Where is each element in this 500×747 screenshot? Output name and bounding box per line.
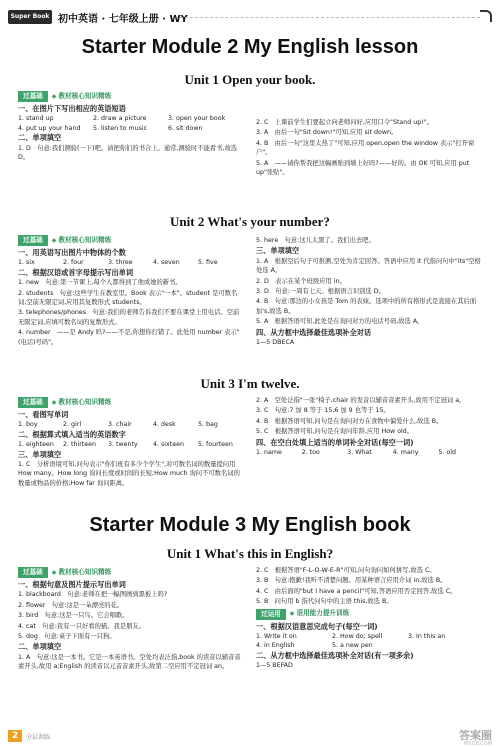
answer-item: 2. D 表示在某个班级应用 in。 <box>256 277 346 285</box>
m3-u1-right: 2. C 根据答语"F-L-O-W-E-R"可知,问句询问如何拼写,故选 C。 3. B 句意:抱歉!我听不清楚问题。用某种语言应用介词 in,故选 B。 4. C 由后面的"but I have a pencil"可知,答语应用否定回答,故选 C。 5. B 问句用 b 指代问句中的主语 this,故选 B。 过运用 ◆ 语用能力提升训练 一、根据汉语意思完成句子(每空一词) 1. Write it on 2. How do; spell 3. In this an 4. in English 5. a new pen 二、从方框中选择最佳选项补全对话(有一项多余) 1—5 BEFAD <box>256 566 484 672</box>
section-heading: 四、从方框中选择最佳选项补全对话 <box>256 327 372 337</box>
section-tag: 过基础 ◆ 教材核心知识精练 <box>18 235 111 246</box>
answer-item: 5. A ——请你帮我把这幅画贴到墙上好吗?——好的。由 OK 可知,应用 put up"张贴"。 <box>256 159 470 177</box>
section-heading: 一、看图写单词 <box>18 410 69 419</box>
answer-item: 4. B 由后一句"这里太热了"可知,应用 open,open the window 表示"打开窗户"。 <box>256 139 475 157</box>
section-tag: 过基础 ◆ 教材核心知识精练 <box>18 397 111 408</box>
section-tag: 过运用 ◆ 语用能力提升训练 <box>256 609 349 620</box>
section-heading: 一、根据句意及图片提示写出单词 <box>18 580 126 589</box>
section-heading: 一、用英语写出图片中物体的个数 <box>18 248 126 257</box>
answer-item: 1—5 DBECA <box>256 339 295 347</box>
answer-item: 5. C 根据答语可知,问句是在询问年龄,应用 How old。 <box>256 428 414 436</box>
watermark: 答案圈 <box>459 729 492 742</box>
section-heading: 三、单项填空 <box>256 246 300 256</box>
module-3-title: Starter Module 3 My English book <box>89 514 411 536</box>
m2-u1-right <box>256 118 484 178</box>
answer-item: 2. flower 句意:这是一朵漂亮的花。 <box>18 601 124 609</box>
m2-unit-2-title: Unit 2 What's your number? <box>170 214 330 229</box>
page-number: 2 <box>8 730 22 742</box>
section-heading: 二、根据汉语或首字母提示写出单词 <box>18 267 134 277</box>
corner-hook-icon <box>480 10 492 22</box>
answer-item: 1. A 句意:这是一本书。它是一本英语书。空处均表泛指,book 的读音以辅音音素开头,故用 a;English 的读音以元音音素开头,故第二空应用不定冠词 an。 <box>18 653 241 671</box>
answer-item: 1—5 BEFAD <box>256 662 293 670</box>
m2-u1-left: 过基础 ◆ 教材核心知识精练 一、在图片下写出相应的英语短语 1. stand up 2. draw a picture 3. open your book 4. put up your hand 5. listen to music 6. sit down 二、单项填空 1. D 句意:我们测验(一下)吧。请把你们的书合上。通常,测验时不能看书,故选 D。 <box>18 90 243 163</box>
section-heading: 二、从方框中选择最佳选项补全对话(有一项多余) <box>256 650 414 660</box>
answer-item: 5. dog 句意:桌子下面有一只狗。 <box>18 633 116 641</box>
answer-item: 4. B 句意:那边的小女孩是 Tom 的表妹。选项中的所有格形式是直接在其后面加's,故选 B。 <box>256 298 477 315</box>
answer-item: 5. here 句意:这儿太黑了。我们出去吧。 <box>256 237 375 244</box>
m2-u3-left: 过基础 ◆ 教材核心知识精练 一、看图写单词 1. boy 2. girl 3. chair 4. desk 5. bag 二、根据算式填入适当的英语数字 1. eighteen 2. thirteen 3. twenty 4. sixteen 5. fourteen 三、单项填空 1. C 分析语境可知,问句表示"你们班有多少个学生",对可数名词的数量提问用 How many。How long 询问长度或时间的长短;How much 询问不可数名词的数量或物品的价格;How far 询问距离。 <box>18 396 243 489</box>
section-tag: 过基础 ◆ 教材核心知识精练 <box>18 91 111 102</box>
answer-item: 5. A 根据答语可知,此处是在询问对方的电话号码,故选 A。 <box>256 318 424 326</box>
answer-item: 4. number ——是 Andy 吗?——不是,你想你打错了。此处用 number 表示"(电话)号码"。 <box>18 329 240 346</box>
answer-item: 2. C 根据答语"F-L-O-W-E-R"可知,问句询问如何拼写,故选 C。 <box>256 567 436 574</box>
m2-unit-1-title: Unit 1 Open your book. <box>184 72 316 87</box>
answer-item: 4. cat 句意:我有一只好看的猫。我是朋友。 <box>18 622 145 630</box>
answer-item: 4. B 根据答语可知,问句是在询问对方在食物中偏爱什么,故选 B。 <box>256 417 443 425</box>
answer-item: 1. new 句意:第一节课上,每个人都得到了他或她的新书。 <box>18 279 182 287</box>
section-heading: 一、在图片下写出相应的英语短语 <box>18 104 126 113</box>
brand-logo: Super Book <box>8 10 52 24</box>
m3-unit-1-title: Unit 1 What's this in English? <box>166 546 334 561</box>
answer-item: 3. D 句意:一周有七天。根据语言识别选 D。 <box>256 288 385 296</box>
answer-item: 1. D 句意:我们测验(一下)吧。请把你们的书合上。通常,测验时不能看书,故选 D。 <box>18 144 238 162</box>
answer-item: 3. B 句意:抱歉!我听不清楚问题。用某种语言应用介词 in,故选 B。 <box>256 577 447 585</box>
answer-item: 3. bird 句意:这是一只鸟。它会唱歌。 <box>18 612 129 620</box>
answer-item: 3. C 句意:7 加 8 等于 15,6 加 9 也等于 15。 <box>256 407 390 415</box>
module-2-title: Starter Module 2 My English lesson <box>81 36 419 58</box>
answer-item: 2. C 上课前学生们要起立向老师问好,应用口令"Stand up!"。 <box>256 119 433 126</box>
footer-label: 分层训练 <box>26 734 51 741</box>
m2-u2-right <box>256 236 484 348</box>
answer-item: 1. A 根据空后句子可推测,空处为肯定回答。答语中应用 it 代指问句中"its"空格处选 A。 <box>256 257 481 275</box>
page-header <box>0 0 500 30</box>
answer-item: 3. A 由后一句"Sit down!"可知,应用 sit down。 <box>256 129 398 137</box>
header-divider <box>180 17 480 18</box>
answer-item: 1. C 分析语境可知,问句表示"你们班有多少个学生",对可数名词的数量提问用 How many。How long 询问长度或时间的长短;How much 询问不可数名词的数量或物品的价格;How far 询问距离。 <box>18 461 240 487</box>
section-heading: 四、在空白处填上适当的单词补全对话(每空一词) <box>256 437 414 447</box>
section-heading: 二、根据算式填入适当的英语数字 <box>18 429 126 439</box>
answer-item: 5. B 问句用 b 指代问句中的主语 this,故选 B。 <box>256 598 393 606</box>
answer-item: 4. C 由后面的"but I have a pencil"可知,答语应用否定回答,故选 C。 <box>256 587 457 595</box>
m3-u1-left <box>18 566 243 673</box>
m2-u2-left: 过基础 ◆ 教材核心知识精练 一、用英语写出图片中物体的个数 1. six 2. four 3. three 4. seven 5. five 二、根据汉语或首字母提示写出单词 1. new 句意:第一节课上,每个人都得到了他或她的新书。 2. students 句意:这些学生在教室里。Book 表示"一本"。student 是可数名词,空前无限定词,应用其复数形式 students。 3. telephones/phones 句意:我们的老师告诉我们不要在课堂上用电话。空前无限定词,应填可数名词的复数形式。 4. number ——是 Andy 吗?——不是,你想你打错了。此处用 number 表示"(电话)号码"。 <box>18 234 243 348</box>
answer-item: 1. blackboard 句意:老师在把一幅图画到黑板上吗? <box>18 591 168 599</box>
answer-item: 3. telephones/phones 句意:我们的老师告诉我们不要在课堂上用电话。空前无限定词,应填可数名词的复数形式。 <box>18 309 240 326</box>
section-heading: 二、单项填空 <box>18 642 62 652</box>
page-footer <box>0 726 500 746</box>
section-heading: 一、根据汉语意思完成句子(每空一词) <box>256 621 378 631</box>
section-heading: 二、单项填空 <box>18 133 62 143</box>
m2-u3-right: 2. A 空处泛指"一张"椅子,chair 的发音以辅音音素开头,故用不定冠词 a。 3. C 句意:7 加 8 等于 15,6 加 9 也等于 15。 4. B 根据答语可知,问句是在询问对方在食物中偏爱什么,故选 B。 5. C 根据答语可知,问句是在询问年龄,应用 How old。 四、在空白处填上适当的单词补全对话(每空一词) 1. name 2. too 3. What 4. many 5. old <box>256 396 484 457</box>
m2-unit-3-title: Unit 3 I'm twelve. <box>200 376 300 391</box>
answer-item: 2. students 句意:这些学生在教室里。Book 表示"一本"。student 是可数名词,空前无限定词,应用其复数形式 students。 <box>18 289 238 307</box>
section-tag: 过基础 ◆ 教材核心知识精练 <box>18 567 111 578</box>
book-title: 初中英语 · 七年级上册 · WY <box>58 14 188 25</box>
section-heading: 三、单项填空 <box>18 449 62 459</box>
answer-item: 2. A 空处泛指"一张"椅子,chair 的发音以辅音音素开头,故用不定冠词 a。 <box>256 397 466 404</box>
watermark-url: MXQE.COM <box>463 741 492 747</box>
